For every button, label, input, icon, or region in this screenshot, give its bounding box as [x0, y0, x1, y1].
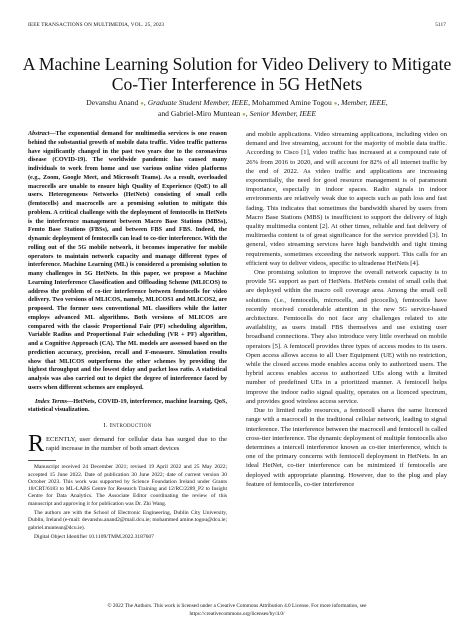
- drop-cap: R: [28, 430, 45, 457]
- intro-text: user demand for cellular data has surged due to the rapid increase in the number of both smart devices: [46, 435, 227, 452]
- author-name: Devanshu Anand: [86, 98, 141, 107]
- author-line-2: [30, 109, 444, 120]
- body-paragraph: Due to limited radio resources, a femtocell shares the same licenced range with a macrocell in the traditional cellular network, leading to signal interference. The interference between the macrocell and femtocell is called cross-tier interference. The dynamic deployment of multiple femtocells also determines a intercell interference known as co-tier interference, which is one of the primary concerns with femtocell deployment in HetNets. In an ideal HetNet, co-tier interference can be minimized if femtocells are deployed with appropriate planning. However, due to the plug and play feature of femtocells, co-tier interference: [246, 407, 447, 488]
- author-affiliation: , Senior Member, IEEE: [245, 109, 316, 119]
- journal-name: IEEE TRANSACTIONS ON MULTIMEDIA, VOL. 25, 2023: [28, 22, 165, 28]
- intro-smallcaps: ECENTLY,: [46, 435, 77, 443]
- running-header: [28, 22, 446, 31]
- author-name: , Mohammed Amine Togou: [248, 98, 334, 107]
- footnote-divider: [28, 460, 56, 461]
- intro-paragraph: [28, 430, 227, 457]
- footnote-doi[interactable]: Digital Object Identifier 10.1109/TMM.2022.3187607: [34, 533, 154, 540]
- abstract-text: —The exponential demand for multimedia services is one reason behind the substantial growth of mobile data traffic. Video traffic patterns have significantly changed in the past two years due to the coronavirus disease (COVID-19). The worldwide pandemic has caused many individuals to work from home and use various online video platforms (e.g., Zoom, Google Meet, and Microsoft Teams). As a result, overloaded macrocells are unable to ensure high Quality of Experience (QoE) to all users. Heterogeneous Networks (HetNets) consisting of small cells (femtocells) and macrocells are a promising solution to mitigate this problem. A critical challenge with the deployment of femtocells in HetNets is the interference management between Macro Base Stations (MBSs), Femto Base Stations (FBSs), and between FBS and FBS. Indeed, the dynamic deployment of femtocells can lead to co-tier interference. With the rolling out of the 5G mobile network, it becomes imperative for mobile operators to maintain network capacity and manage different types of interference. Machine Learning (ML) is considered a promising solution to many challenges in 5G HetNets. In this paper, we propose a Machine Learning Interference Classification and Offloading Scheme (MLICOS) to address the problem of co-tier interference between femtocells for video delivery. Two versions of MLICOS, namely, MLICOS1 and MLICOS2, are proposed. The former uses conventional ML classifiers while the latter employs advanced ML algorithms. Both versions of MLICOS are compared with the classic Proportional Fair (PF) scheduling algorithm, Variable Radius and Proportional Fair scheduling (VR + PF) algorithm, and a Cognitive Approach (CA). The ML models are assessed based on the prediction accuracy, precision, recall and F-measure. Simulation results show that MLICOS outperforms the other schemes by providing the highest throughput and the lowest delay and packet loss ratio. A statistical analysis was also carried out to depict the degree of interference faced by users when different schemes are employed.: [28, 130, 227, 391]
- body-paragraph: One promising solution to improve the overall network capacity is to provide 5G support as part of HetNets. HetNets consist of small cells that are deployed within the macro cell coverage area. Among the small cell solutions (i.e., femtocells, microcells, and picocells), femtocells have recently received considerable attention in the new 5G service-based architecture. Femtocells do not face any challenges related to site availability, as users install FBS themselves and use existing user broadband connections. They also introduce very little overhead on mobile operators [5]. A femtocell provides three types of access modes to its users. Open access allows access to all User Equipment (UE) with no restriction, while the closed access mode enables access only to authorized users. The hybrid access enables access to authorized UEs along with a limited number of predefined UEs in a prioritized manner. A femtocell helps improve the indoor radio signal quality, operates on a licenced spectrum, and provides good wireless access service.: [246, 269, 447, 405]
- author-block: [30, 98, 444, 121]
- index-terms-label: Index Terms: [35, 397, 68, 405]
- index-terms: [28, 398, 227, 416]
- author-line-1: [30, 98, 444, 109]
- author-affiliation: , Member, IEEE,: [337, 98, 388, 107]
- license-footer: [28, 603, 446, 618]
- author-name: and Gabriel-Miro Muntean: [158, 109, 243, 119]
- page-number: 5117: [435, 22, 446, 28]
- body-paragraph: and mobile applications. Video streaming applications, including video on demand and live streaming, account for the majority of mobile data traffic. According to Cisco [1], video traffic has increased at a compound rate of 26% from 2016 to 2020, and will account for 82% of all internet traffic by the end of 2022. As video traffic and applications are increasing exponentially, the need for good resource management is of paramount importance, especially in indoor spaces. Radio signals in indoor environments are relatively weak due to aspects such as path loss and fast fading. This indicates that sometimes the bandwidth shared by users from Macro Base Stations (MBS) is insufficient to support the delivery of high quality multimedia content [2]. At other times, reliable and fast delivery of multimedia content is of great significance for the service provided [3]. In general, video streaming services have high bandwidth and tight timing requirements, sometimes exceeding the network support. This calls for an efficient way to deliver videos, specific to ultradense HetNets [4].: [246, 131, 447, 267]
- license-text: © 2022 The Authors. This work is licensed under a Creative Commons Attribution 4.0 License. For more information, see: [107, 603, 367, 609]
- orcid-icon[interactable]: ●: [140, 101, 144, 107]
- right-column: [246, 130, 447, 489]
- orcid-icon[interactable]: ●: [242, 112, 246, 119]
- author-affiliation: , Graduate Student Member, IEEE: [143, 98, 249, 107]
- section-heading: I. Introduction: [103, 422, 152, 429]
- orcid-icon[interactable]: ●: [333, 101, 338, 107]
- index-terms-text: —HetNets, COVID-19, interference, machine learning, QoS, statistical visualization.: [28, 397, 228, 414]
- abstract-label: Abstract: [28, 130, 50, 137]
- paper-title: A Machine Learning Solution for Video Delivery to Mitigate Co-Tier Interference in 5G HetNets: [22, 54, 452, 94]
- footnote-affiliation: The authors are with the School of Electronic Engineering, Dublin City University, Dublin, Ireland (e-mail: devanshu.anand2@mail.dcu.ie; mohammed amine.togou@dcu.ie; gabriel.muntean@dcu.ie).: [28, 509, 227, 531]
- license-link[interactable]: https://creativecommons.org/licenses/by/4.0/: [189, 610, 285, 617]
- footnote-manuscript: Manuscript received 24 December 2021; revised 19 April 2022 and 25 May 2022; accepted 15 June 2022. Date of publication 30 June 2022; date of current version 30 October 2023. This work was supported by Science Foundation Ireland under Grants 18/CRT/6183 to ML-LABS Centre for Research Training and 12/RC/2289_P2 to Insight Centre for Data Analytics. The Associate Editor coordinating the review of this manuscript and approving it for publication was Dr. Zhi Wang.: [28, 464, 227, 507]
- abstract: [28, 130, 227, 393]
- left-column: [28, 130, 227, 543]
